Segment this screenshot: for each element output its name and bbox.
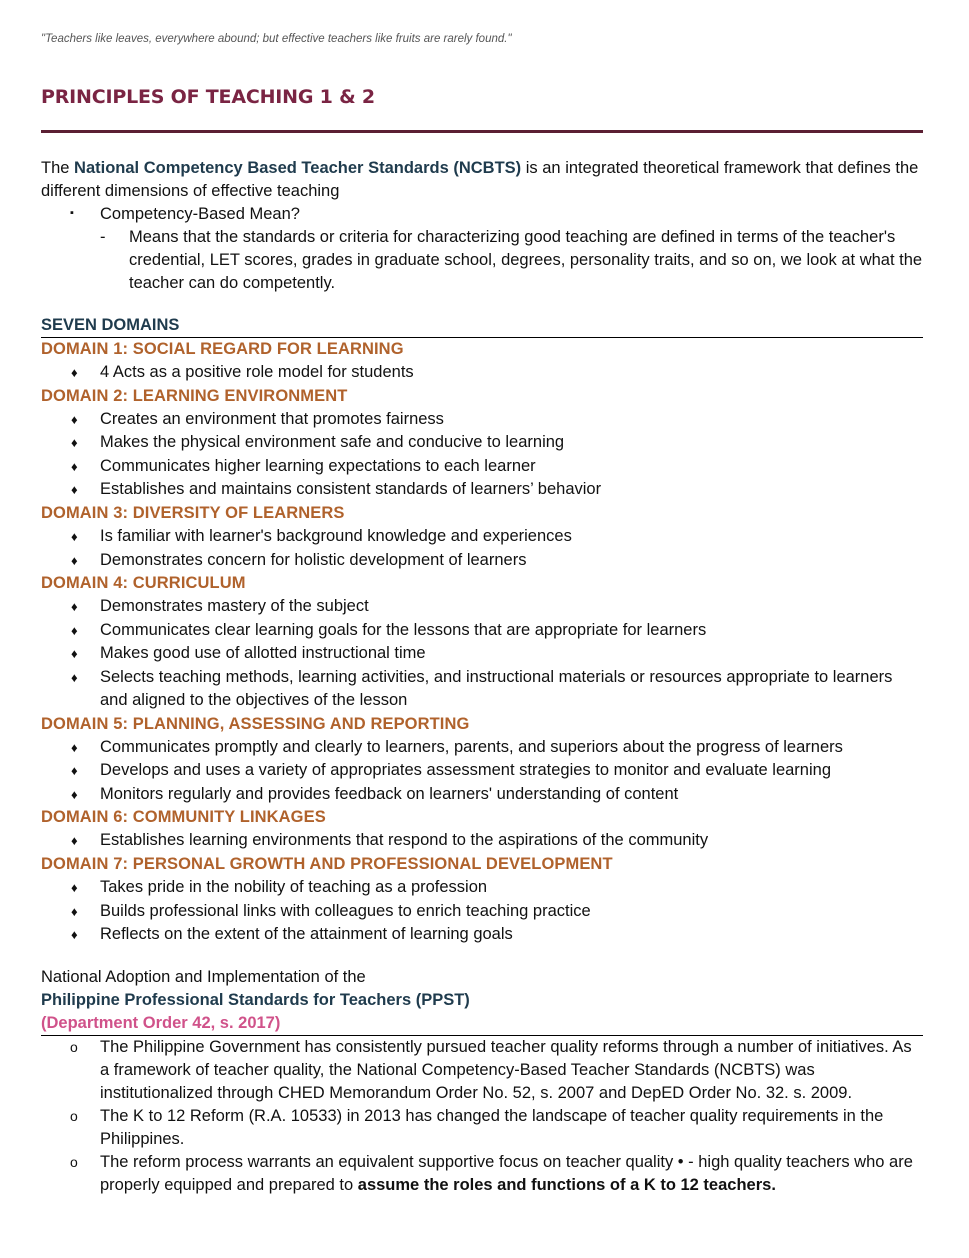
list-item-text: Demonstrates mastery of the subject bbox=[100, 597, 369, 616]
list-item-text: Communicates higher learning expectations to each learner bbox=[100, 456, 536, 475]
domain-heading: DOMAIN 2: LEARNING ENVIRONMENT bbox=[41, 386, 348, 405]
list-item-text: Establishes learning environments that respond to the aspirations of the community bbox=[100, 831, 709, 850]
page-title: PRINCIPLES OF TEACHING 1 & 2 bbox=[41, 86, 375, 108]
list-item bbox=[41, 1151, 923, 1197]
list-item bbox=[41, 666, 923, 712]
diamond-bullet-icon: ♦ bbox=[71, 482, 78, 498]
ppst-list bbox=[41, 1036, 923, 1197]
square-bullet-icon: ▪ bbox=[70, 207, 74, 219]
list-item-text: The K to 12 Reform (R.A. 10533) in 2013 has changed the landscape of teacher quality requirements in the Philippines. bbox=[100, 1107, 884, 1148]
ppst-intro-line: National Adoption and Implementation of the bbox=[41, 968, 366, 986]
ncbts-name: National Competency Based Teacher Standards (NCBTS) bbox=[74, 159, 522, 177]
list-item-text: Makes the physical environment safe and conducive to learning bbox=[100, 433, 565, 452]
list-item-text: The Philippine Government has consistently pursued teacher quality reforms through a number of initiatives. As a framework of teacher quality, the National Competency-Based Teacher Standards (NCBTS) was institutionalized through CHED Memorandum Order No. 52, s. 2007 and DepED Order No. 32. s. 2009. bbox=[100, 1038, 912, 1102]
list-item bbox=[41, 549, 923, 572]
dash-bullet-icon: - bbox=[100, 228, 106, 246]
diamond-bullet-icon: ♦ bbox=[71, 927, 78, 943]
diamond-bullet-icon: ♦ bbox=[71, 365, 78, 380]
domain-items bbox=[41, 408, 923, 502]
domain-heading: DOMAIN 5: PLANNING, ASSESSING AND REPORTING bbox=[41, 714, 470, 733]
ppst-section bbox=[41, 966, 923, 1197]
list-item-text: 4 Acts as a positive role model for students bbox=[100, 363, 414, 381]
sub-bullet-text: Means that the standards or criteria for characterizing good teaching are defined in terms of the teacher's credential, LET scores, grades in graduate school, degrees, personality traits, and so on, we look at what the teacher can do competently. bbox=[129, 228, 923, 292]
diamond-bullet-icon: ♦ bbox=[71, 763, 78, 779]
list-item bbox=[41, 226, 923, 295]
domain-heading: DOMAIN 7: PERSONAL GROWTH AND PROFESSIONAL DEVELOPMENT bbox=[41, 854, 613, 873]
list-item-text: Communicates promptly and clearly to learners, parents, and superiors about the progress of learners bbox=[100, 737, 843, 756]
list-item bbox=[41, 876, 923, 899]
title-divider bbox=[41, 130, 923, 133]
diamond-bullet-icon: ♦ bbox=[71, 411, 78, 427]
list-item-text: Builds professional links with colleagues to enrich teaching practice bbox=[100, 901, 591, 920]
circle-bullet-icon: o bbox=[70, 1154, 78, 1170]
bullet-text: Competency-Based Mean? bbox=[100, 205, 300, 223]
list-item bbox=[41, 595, 923, 618]
list-item-text: Is familiar with learner's background knowledge and experiences bbox=[100, 526, 572, 545]
list-item bbox=[41, 783, 923, 806]
diamond-bullet-icon: ♦ bbox=[71, 622, 78, 638]
domain-heading: DOMAIN 1: SOCIAL REGARD FOR LEARNING bbox=[41, 340, 404, 358]
circle-bullet-icon: o bbox=[70, 1039, 78, 1055]
list-item-text: Creates an environment that promotes fairness bbox=[100, 409, 444, 428]
list-item bbox=[41, 455, 923, 478]
list-item-text: Establishes and maintains consistent standards of learners’ behavior bbox=[100, 480, 602, 499]
list-item bbox=[41, 900, 923, 923]
list-item bbox=[41, 408, 923, 431]
diamond-bullet-icon: ♦ bbox=[71, 786, 78, 802]
list-item-text: Selects teaching methods, learning activities, and instructional materials or resources appropriate to learners and aligned to the objectives of the lesson bbox=[100, 667, 893, 709]
intro-rest: is an integrated theoretical framework that defines the different dimensions of effective teaching bbox=[41, 159, 919, 200]
list-item bbox=[41, 1105, 923, 1151]
circle-bullet-icon: o bbox=[70, 1108, 78, 1124]
diamond-bullet-icon: ♦ bbox=[71, 435, 78, 451]
list-item bbox=[41, 361, 923, 384]
domain-items bbox=[41, 876, 923, 946]
department-order: (Department Order 42, s. 2017) bbox=[41, 1012, 923, 1036]
diamond-bullet-icon: ♦ bbox=[71, 739, 78, 755]
domain-items bbox=[41, 595, 923, 712]
list-item-emphasis: assume the roles and functions of a K to 12 teachers. bbox=[357, 1176, 776, 1194]
list-item-text: Takes pride in the nobility of teaching as a profession bbox=[100, 877, 488, 896]
intro-lead: The bbox=[41, 159, 75, 177]
diamond-bullet-icon: ♦ bbox=[71, 879, 78, 895]
list-item bbox=[41, 829, 923, 852]
seven-domains-section bbox=[41, 314, 923, 947]
diamond-bullet-icon: ♦ bbox=[71, 528, 78, 544]
list-item-text: Demonstrates concern for holistic development of learners bbox=[100, 550, 527, 569]
list-item-text: Communicates clear learning goals for the lessons that are appropriate for learners bbox=[100, 620, 707, 639]
domain-heading: DOMAIN 4: CURRICULUM bbox=[41, 574, 246, 593]
domain-heading: DOMAIN 6: COMMUNITY LINKAGES bbox=[41, 808, 326, 827]
list-item bbox=[41, 1036, 923, 1105]
domain-heading: DOMAIN 3: DIVERSITY OF LEARNERS bbox=[41, 503, 345, 522]
diamond-bullet-icon: ♦ bbox=[71, 599, 78, 615]
header-quote: "Teachers like leaves, everywhere abound; but effective teachers like fruits are rarely found." bbox=[41, 33, 512, 45]
list-item bbox=[41, 759, 923, 782]
ppst-title: Philippine Professional Standards for Teachers (PPST) bbox=[41, 991, 470, 1009]
domain-items bbox=[41, 829, 923, 852]
intro-paragraph bbox=[41, 157, 923, 203]
list-item-text: Reflects on the extent of the attainment of learning goals bbox=[100, 925, 513, 944]
list-item bbox=[41, 478, 923, 501]
list-item bbox=[41, 619, 923, 642]
list-item bbox=[41, 736, 923, 759]
diamond-bullet-icon: ♦ bbox=[71, 458, 78, 474]
list-item bbox=[41, 431, 923, 454]
diamond-bullet-icon: ♦ bbox=[71, 903, 78, 919]
list-item-text: Makes good use of allotted instructional time bbox=[100, 644, 426, 663]
list-item-text: Develops and uses a variety of appropriates assessment strategies to monitor and evaluate learning bbox=[100, 761, 831, 780]
diamond-bullet-icon: ♦ bbox=[71, 669, 78, 685]
list-item-text: The reform process warrants an equivalent supportive focus on teacher quality • - high quality teachers who are properly equipped and prepared to bbox=[100, 1153, 913, 1194]
list-item bbox=[41, 923, 923, 946]
intro-section bbox=[41, 157, 923, 295]
list-item bbox=[41, 203, 923, 226]
diamond-bullet-icon: ♦ bbox=[71, 646, 78, 662]
domain-items bbox=[41, 525, 923, 572]
domains-list bbox=[41, 338, 923, 946]
section-heading: SEVEN DOMAINS bbox=[41, 314, 923, 338]
list-item bbox=[41, 525, 923, 548]
list-item-text: Monitors regularly and provides feedback on learners' understanding of content bbox=[100, 784, 679, 803]
diamond-bullet-icon: ♦ bbox=[71, 833, 78, 849]
domain-items bbox=[41, 361, 923, 384]
domain-items bbox=[41, 736, 923, 806]
diamond-bullet-icon: ♦ bbox=[71, 552, 78, 568]
list-item bbox=[41, 642, 923, 665]
